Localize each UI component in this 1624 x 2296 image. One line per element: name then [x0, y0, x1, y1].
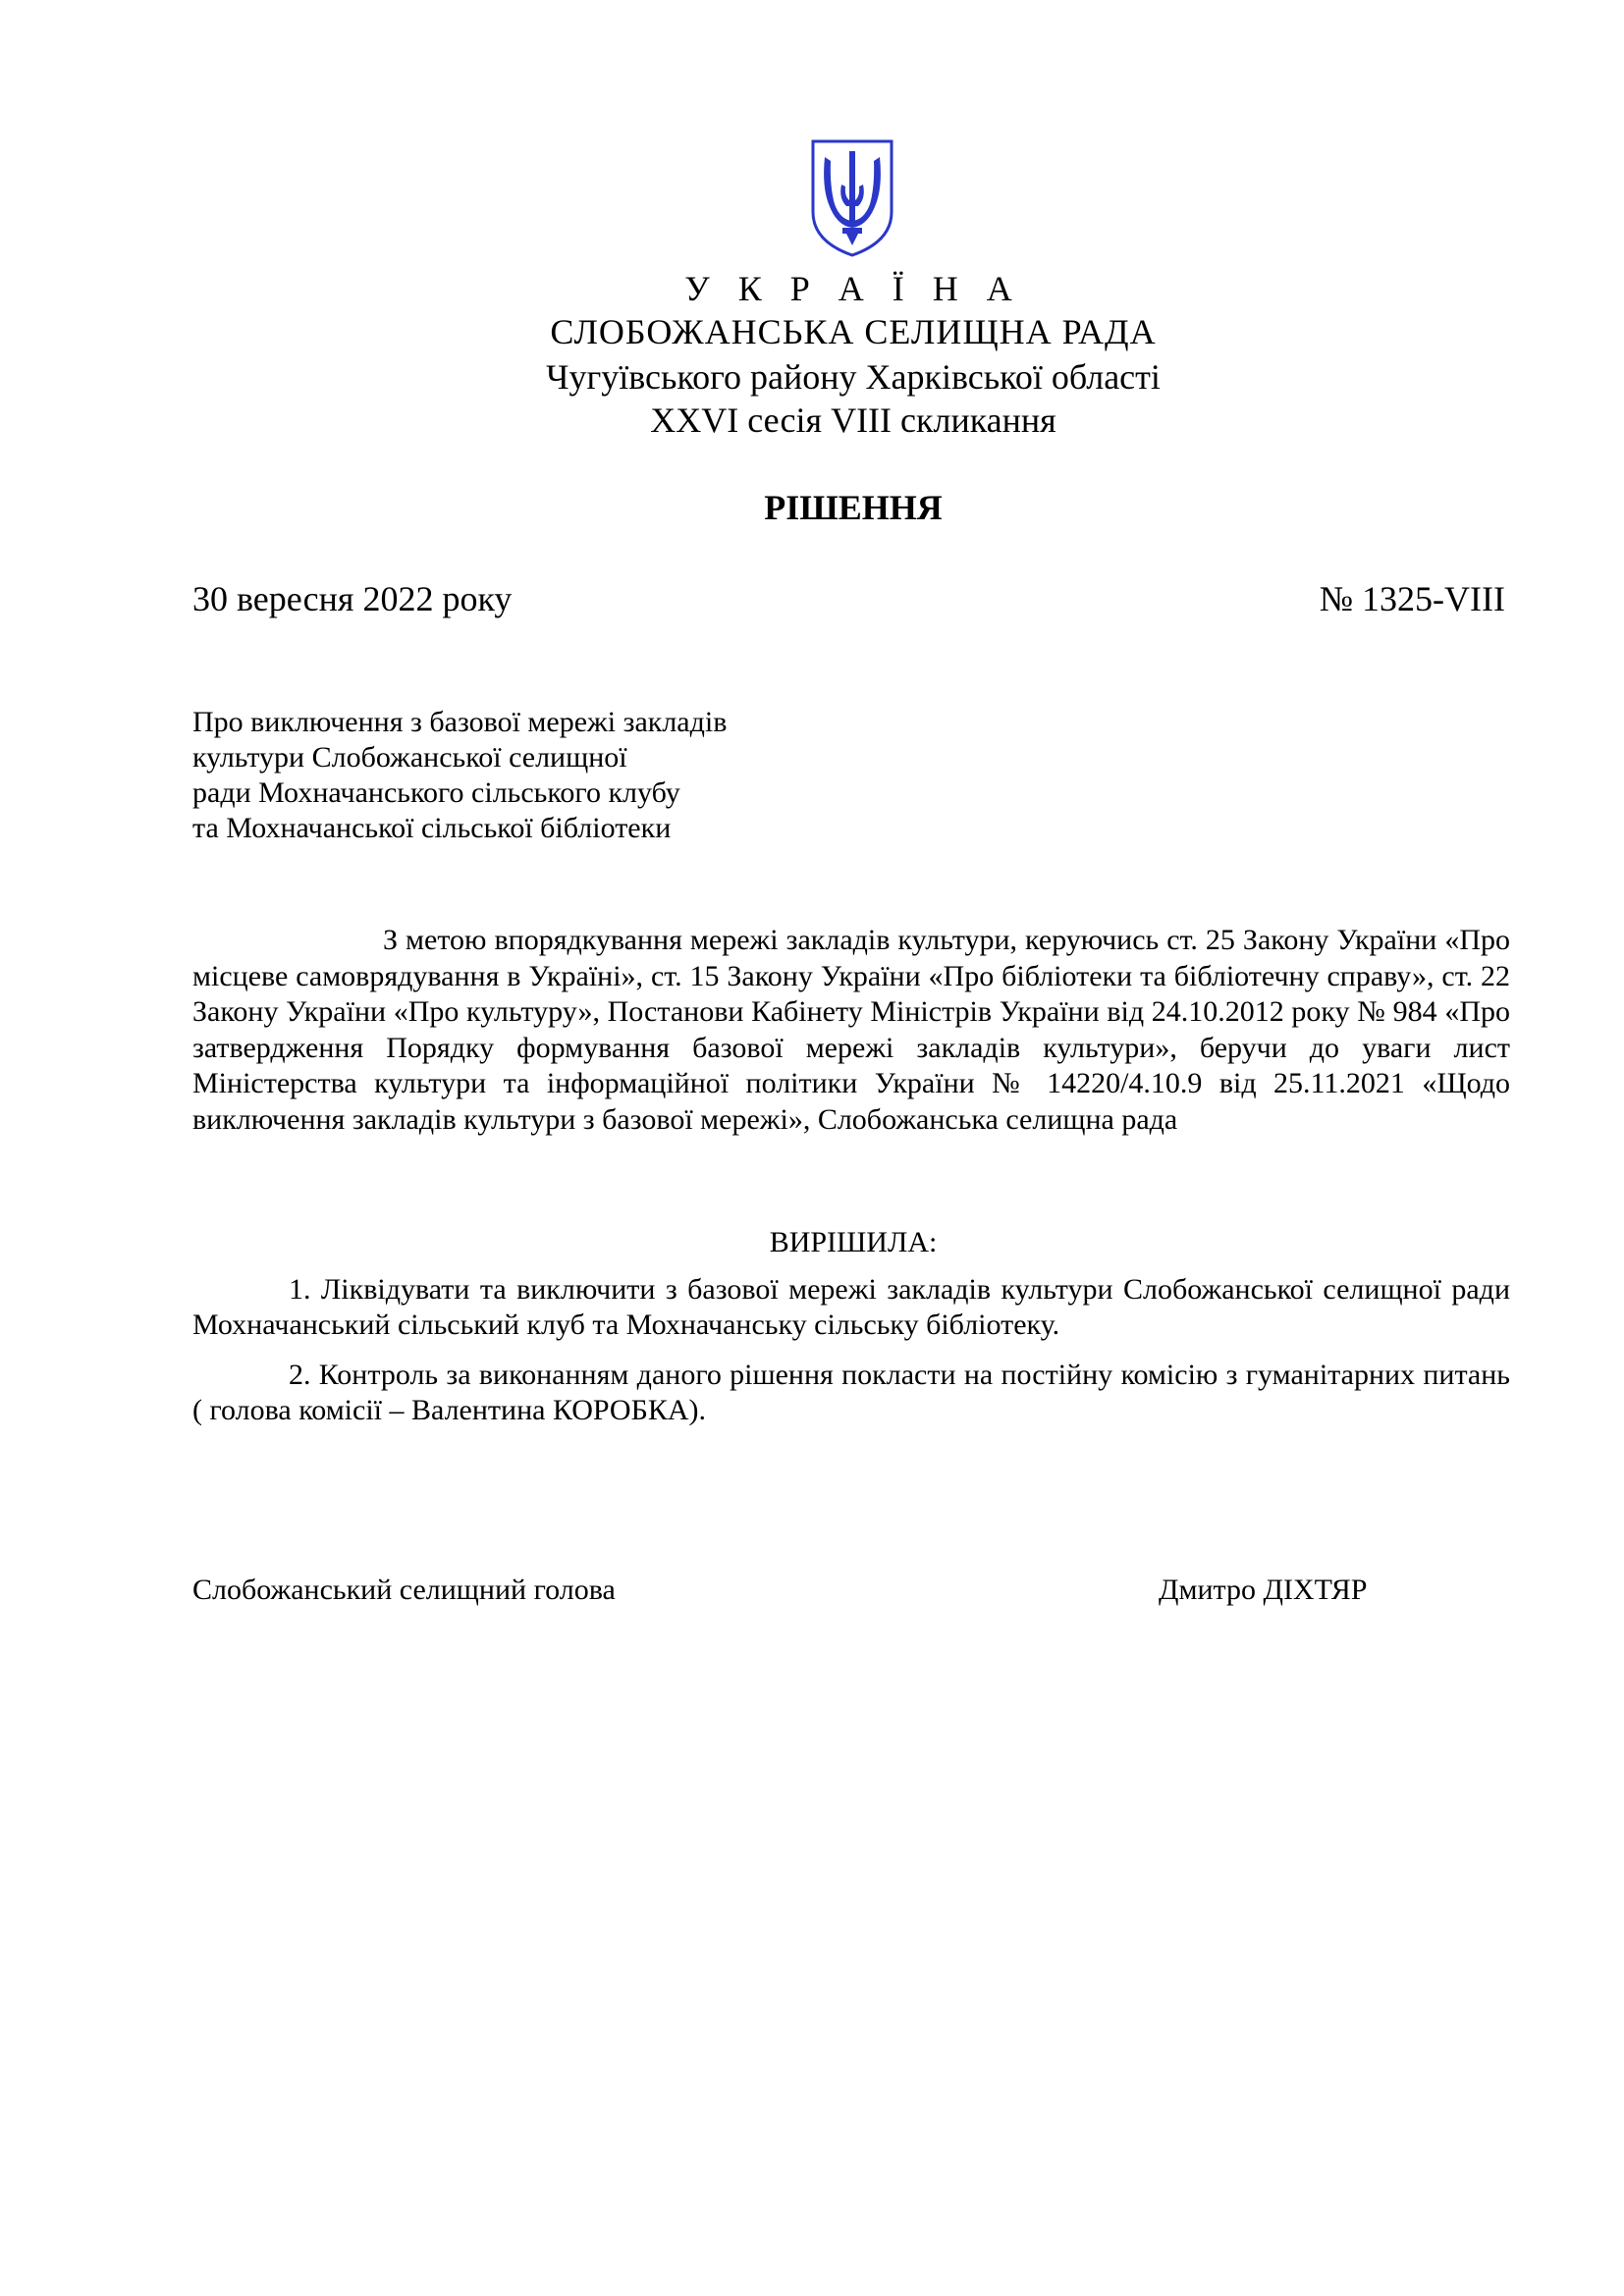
decision-item: 1. Ліквідувати та виключити з базової мережі закладів культури Слобожанської селищної ради Мохначанський сільський клуб та Мохначанську сільську бібліотеку.: [192, 1273, 1510, 1341]
decision-number: № 1325-VIII: [1319, 579, 1505, 618]
decision-item: 2. Контроль за виконанням даного рішення покласти на постійну комісію з гуманітарних питань ( голова комісії – Валентина КОРОБКА).: [192, 1359, 1510, 1426]
trident-coat-of-arms-icon: [807, 135, 897, 259]
subject-line: Про виключення з базової мережі закладів: [192, 706, 728, 738]
decision-subject: [192, 705, 727, 846]
document-type-title: РІШЕННЯ: [764, 488, 943, 527]
subject-line: культури Слобожанської селищної: [192, 741, 627, 774]
header-council: СЛОБОЖАНСЬКА СЕЛИЩНА РАДА: [550, 312, 1157, 351]
signatory-title: Слобожанський селищний голова: [192, 1574, 616, 1606]
header-district: Чугуївського району Харківської області: [546, 357, 1161, 397]
subject-line: та Мохначанської сільської бібліотеки: [192, 812, 672, 844]
subject-line: ради Мохначанського сільського клубу: [192, 776, 680, 809]
header-session: XXVI сесія VIII скликання: [650, 400, 1056, 440]
header-country: У К Р А Ї Н А: [684, 269, 1022, 308]
decision-date: 30 вересня 2022 року: [192, 579, 513, 618]
preamble-paragraph: З метою впорядкування мережі закладів культури, керуючись ст. 25 Закону України «Про місцеве самоврядування в Україні», ст. 15 Закону України «Про бібліотеки та бібліотечну справу», ст. 22 Закону України «Про культуру», Постанови Кабінету Міністрів України від 24.10.2012 року № 984 «Про затвердження Порядку формування базової мережі закладів культури», беручи до уваги лист Міністерства культури та інформаційної політики України № 14220/4.10.9 від 25.11.2021 «Щодо виключення закладів культури з базової мережі», Слобожанська селищна рада: [192, 924, 1510, 1136]
resolved-label: ВИРІШИЛА:: [769, 1226, 938, 1258]
signatory-name: Дмитро ДІХТЯР: [1159, 1574, 1368, 1606]
